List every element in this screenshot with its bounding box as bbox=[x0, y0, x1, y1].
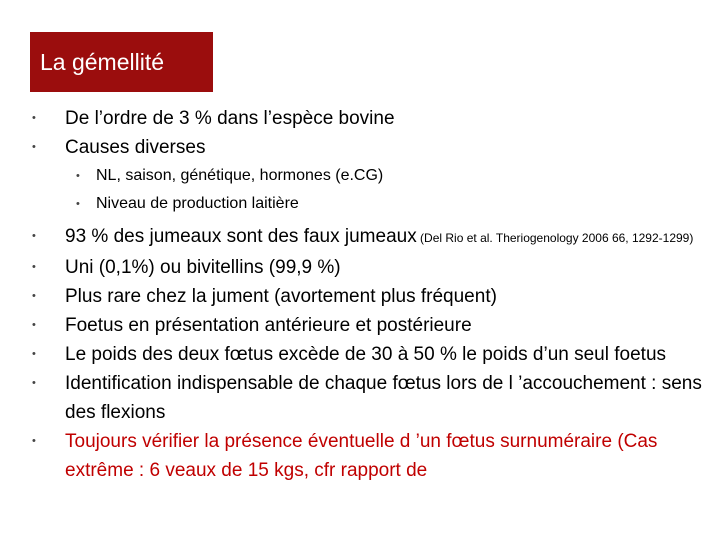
bullet-icon: • bbox=[32, 290, 36, 302]
bullet-item bbox=[32, 133, 712, 162]
bullet-icon: • bbox=[32, 230, 36, 242]
sub-bullet-item bbox=[32, 162, 712, 190]
sub-bullet-text: NL, saison, génétique, hormones (e.CG) bbox=[96, 167, 384, 184]
bullet-icon: • bbox=[76, 170, 80, 182]
bullet-text: De l’ordre de 3 % dans l’espèce bovine bbox=[65, 108, 395, 129]
bullet-text: Causes diverses bbox=[65, 137, 206, 158]
bullet-item bbox=[32, 253, 712, 282]
bullet-list bbox=[32, 104, 712, 485]
bullet-icon: • bbox=[32, 261, 36, 273]
bullet-item bbox=[32, 369, 712, 427]
bullet-item bbox=[32, 282, 712, 311]
slide-title-box bbox=[30, 32, 213, 92]
citation-reference: (Del Rio et al. Theriogenology 2006 66, 1292-1299) bbox=[416, 231, 694, 245]
bullet-item bbox=[32, 104, 712, 133]
bullet-text: Uni (0,1%) ou bivitellins (99,9 %) bbox=[65, 257, 341, 278]
bullet-item bbox=[32, 340, 712, 369]
bullet-text: Foetus en présentation antérieure et postérieure bbox=[65, 315, 472, 336]
bullet-icon: • bbox=[32, 377, 36, 389]
bullet-text: Identification indispensable de chaque fœtus lors de l ’accouchement : sens des flexions bbox=[65, 373, 702, 423]
bullet-item bbox=[32, 222, 712, 253]
bullet-text: 93 % des jumeaux sont des faux jumeaux bbox=[65, 226, 417, 247]
bullet-icon: • bbox=[32, 435, 36, 447]
bullet-text: Plus rare chez la jument (avortement plus fréquent) bbox=[65, 286, 497, 307]
sub-bullet-item bbox=[32, 190, 712, 218]
bullet-item bbox=[32, 311, 712, 340]
sub-bullet-text: Niveau de production laitière bbox=[96, 195, 299, 212]
bullet-icon: • bbox=[32, 348, 36, 360]
bullet-icon: • bbox=[32, 319, 36, 331]
bullet-icon: • bbox=[76, 198, 80, 210]
bullet-icon: • bbox=[32, 112, 36, 124]
bullet-icon: • bbox=[32, 141, 36, 153]
slide-title: La gémellité bbox=[40, 48, 165, 75]
bullet-text: Le poids des deux fœtus excède de 30 à 50 % le poids d’un seul foetus bbox=[65, 344, 667, 365]
bullet-text: Toujours vérifier la présence éventuelle d ’un fœtus surnuméraire (Cas extrême : 6 veaux de 15 kgs, cfr rapport de bbox=[65, 431, 658, 481]
bullet-item-highlight bbox=[32, 427, 712, 485]
